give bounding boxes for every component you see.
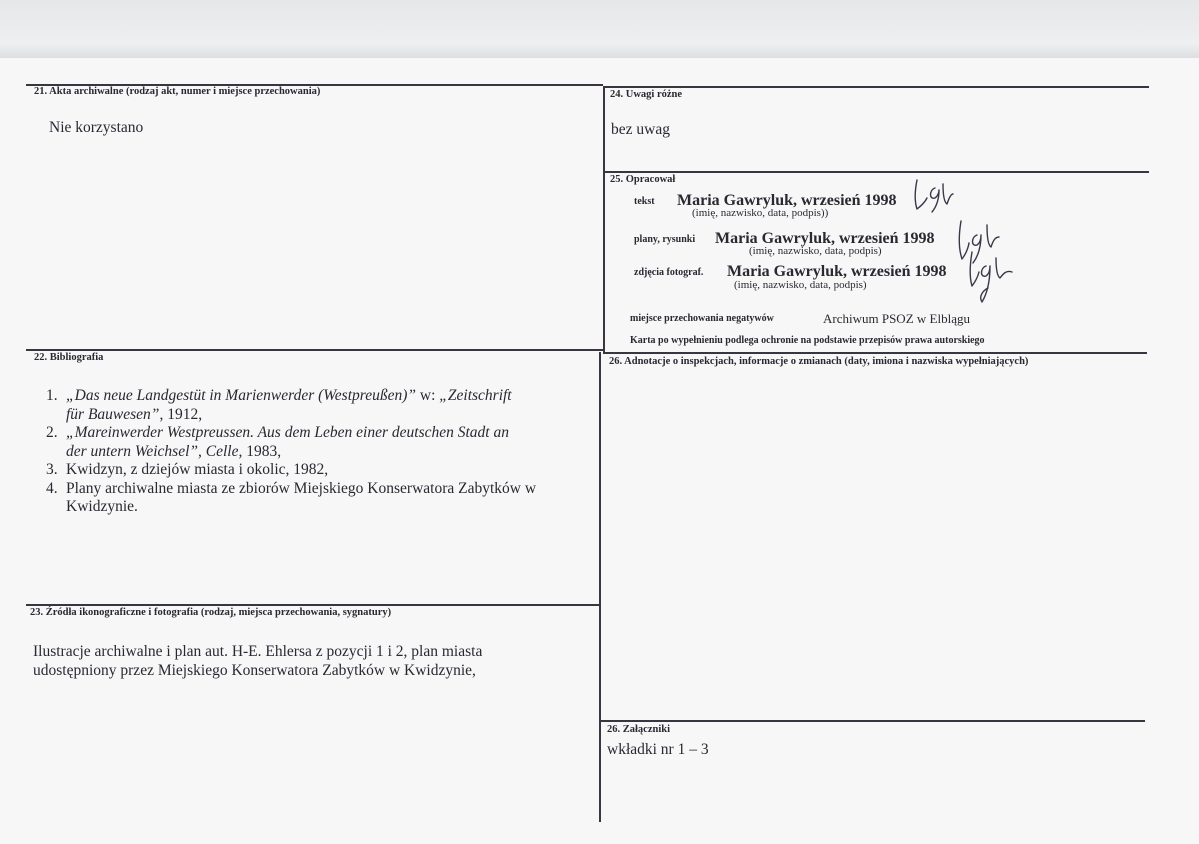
item-number: 4. (46, 479, 58, 497)
signature-1-icon (905, 176, 965, 216)
signature-3-icon (962, 248, 1024, 304)
item-text: Kwidzyn, z dziejów miasta i okolic, 1982, (66, 461, 329, 478)
item-text: w: (416, 387, 440, 404)
author-photos-label: zdjęcia fotograf. (634, 267, 704, 278)
item-journal: „Zeitschrift (439, 387, 512, 404)
bibliography-list (38, 387, 598, 517)
section-26-annotations-heading: 26. Adnotacje o inspekcjach, informacje o zmianach (daty, imiona i nazwiska wypełniających) (609, 356, 1029, 367)
rule-top-right (603, 86, 1149, 88)
copyright-note: Karta po wypełnieniu podlega ochronie na podstawie przepisów prawa autorskiego (630, 335, 985, 346)
section-26-attachments-value: wkładki nr 1 – 3 (607, 741, 709, 758)
negatives-label: miejsce przechowania negatywów (630, 313, 774, 324)
rule-25-top (603, 171, 1149, 173)
item-title: „Mareinwerder Westpreussen. Aus dem Leben einer deutschen Stadt an (66, 424, 509, 441)
item-year: 1983, (242, 442, 282, 460)
author-plans-label: plany, rysunki (634, 234, 696, 245)
rule-middle-right (603, 352, 1147, 354)
item-text: Plany archiwalne miasta ze zbiorów Miejskiego Konserwatora Zabytków w (66, 479, 537, 497)
item-number: 2. (46, 424, 58, 441)
list-item (38, 387, 598, 424)
rule-vertical-lower (599, 352, 601, 822)
item-journal-cont: für Bauwesen” (66, 405, 160, 423)
item-number: 1. (46, 387, 58, 404)
section-26-attachments-heading: 26. Załączniki (607, 724, 671, 735)
negatives-value: Archiwum PSOZ w Elblągu (823, 311, 970, 326)
section-21-value: Nie korzystano (49, 119, 144, 136)
author-photos-value: Maria Gawryluk, wrzesień 1998 (727, 263, 947, 280)
list-item (38, 424, 598, 461)
rule-vertical-upper (603, 86, 605, 352)
section-24-heading: 24. Uwagi różne (610, 89, 683, 100)
item-text-cont: Kwidzynie. (66, 498, 138, 515)
item-title: „Das neue Landgestüt in Marienwerder (Westpreußen)” (66, 387, 417, 404)
rule-26b-top (599, 720, 1145, 722)
section-22-heading: 22. Bibliografia (34, 352, 104, 363)
section-23-line-2: udostępniony przez Miejskiego Konserwatora Zabytków w Kwidzynie, (33, 662, 476, 679)
item-year: , 1912, (159, 405, 203, 423)
section-21-heading: 21. Akta archiwalne (rodzaj akt, numer i miejsce przechowania) (34, 86, 321, 97)
list-item (38, 461, 598, 480)
section-24-value: bez uwag (611, 121, 670, 138)
author-plans-caption: (imię, nazwisko, data, podpis) (749, 245, 882, 257)
author-plans-value: Maria Gawryluk, wrzesień 1998 (715, 230, 935, 247)
rule-middle-left (26, 349, 603, 351)
rule-23-top (26, 604, 600, 606)
author-text-label: tekst (634, 196, 655, 207)
author-photos-caption: (imię, nazwisko, data, podpis) (734, 279, 867, 291)
author-text-value: Maria Gawryluk, wrzesień 1998 (677, 192, 897, 209)
item-number: 3. (46, 461, 58, 478)
item-title-cont: der untern Weichsel”, Celle, (66, 442, 243, 460)
section-25-heading: 25. Opracował (610, 174, 676, 185)
section-23-line-1: Ilustracje archiwalne i plan aut. H-E. Ehlersa z pozycji 1 i 2, plan miasta (33, 643, 483, 660)
section-23-heading: 23. Źródła ikonograficzne i fotografia (rodzaj, miejsca przechowania, sygnatury) (30, 607, 392, 618)
top-page-edge (0, 0, 1199, 62)
author-text-caption: (imię, nazwisko, data, podpis)) (692, 207, 829, 219)
list-item (38, 480, 598, 517)
